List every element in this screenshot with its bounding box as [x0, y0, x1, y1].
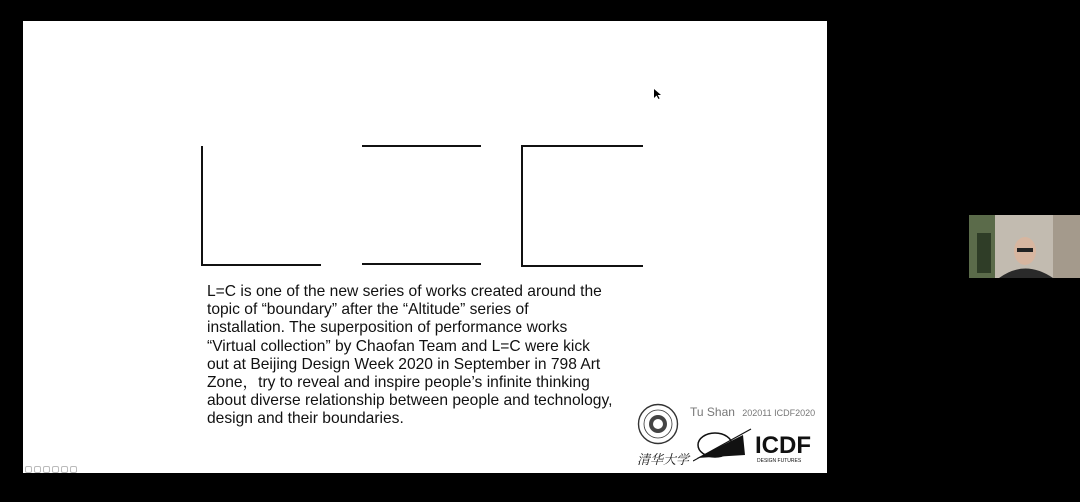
grid-icon[interactable]	[43, 466, 50, 473]
cursor-icon	[654, 89, 662, 99]
icdf-logo-icon	[693, 423, 825, 465]
description-text	[207, 283, 647, 429]
logo-text: ICDF	[755, 432, 811, 459]
description-line: topic of “boundary” after the “Altitude” series of	[207, 301, 529, 319]
slide-toolbar[interactable]	[25, 460, 85, 470]
options-icon[interactable]	[70, 466, 77, 473]
presenter-image	[969, 215, 1080, 278]
letter-c-shape	[521, 145, 643, 267]
description-line: installation. The superposition of performance works	[207, 319, 568, 337]
description-line: “Virtual collection” by Chaofan Team and L=C were kick	[207, 337, 590, 355]
logo-tagline: DESIGN FUTURES	[757, 458, 802, 464]
description-line: out at Beijing Design Week 2020 in September in 798 Art	[207, 355, 601, 373]
video-thumbnail[interactable]	[969, 215, 1080, 278]
university-seal-icon	[637, 403, 679, 445]
equals-bottom-line	[362, 263, 481, 265]
description-line: about diverse relationship between people and technology,	[207, 392, 613, 410]
letter-l-shape	[201, 146, 321, 266]
university-name: 清华大学	[637, 453, 690, 468]
credit-line	[690, 405, 815, 419]
zoom-icon[interactable]	[52, 466, 59, 473]
description-line: Zone，try to reveal and inspire people’s infinite thinking	[207, 374, 590, 392]
description-line: L=C is one of the new series of works created around the	[207, 283, 602, 300]
presentation-slide	[23, 21, 827, 473]
more-icon[interactable]	[61, 466, 68, 473]
equals-top-line	[362, 145, 481, 147]
credit-detail: 202011 ICDF2020	[742, 408, 816, 418]
pointer-icon[interactable]	[34, 466, 41, 473]
credit-name: Tu Shan	[690, 405, 735, 419]
description-line: design and their boundaries.	[207, 410, 404, 428]
pen-icon[interactable]	[25, 466, 32, 473]
